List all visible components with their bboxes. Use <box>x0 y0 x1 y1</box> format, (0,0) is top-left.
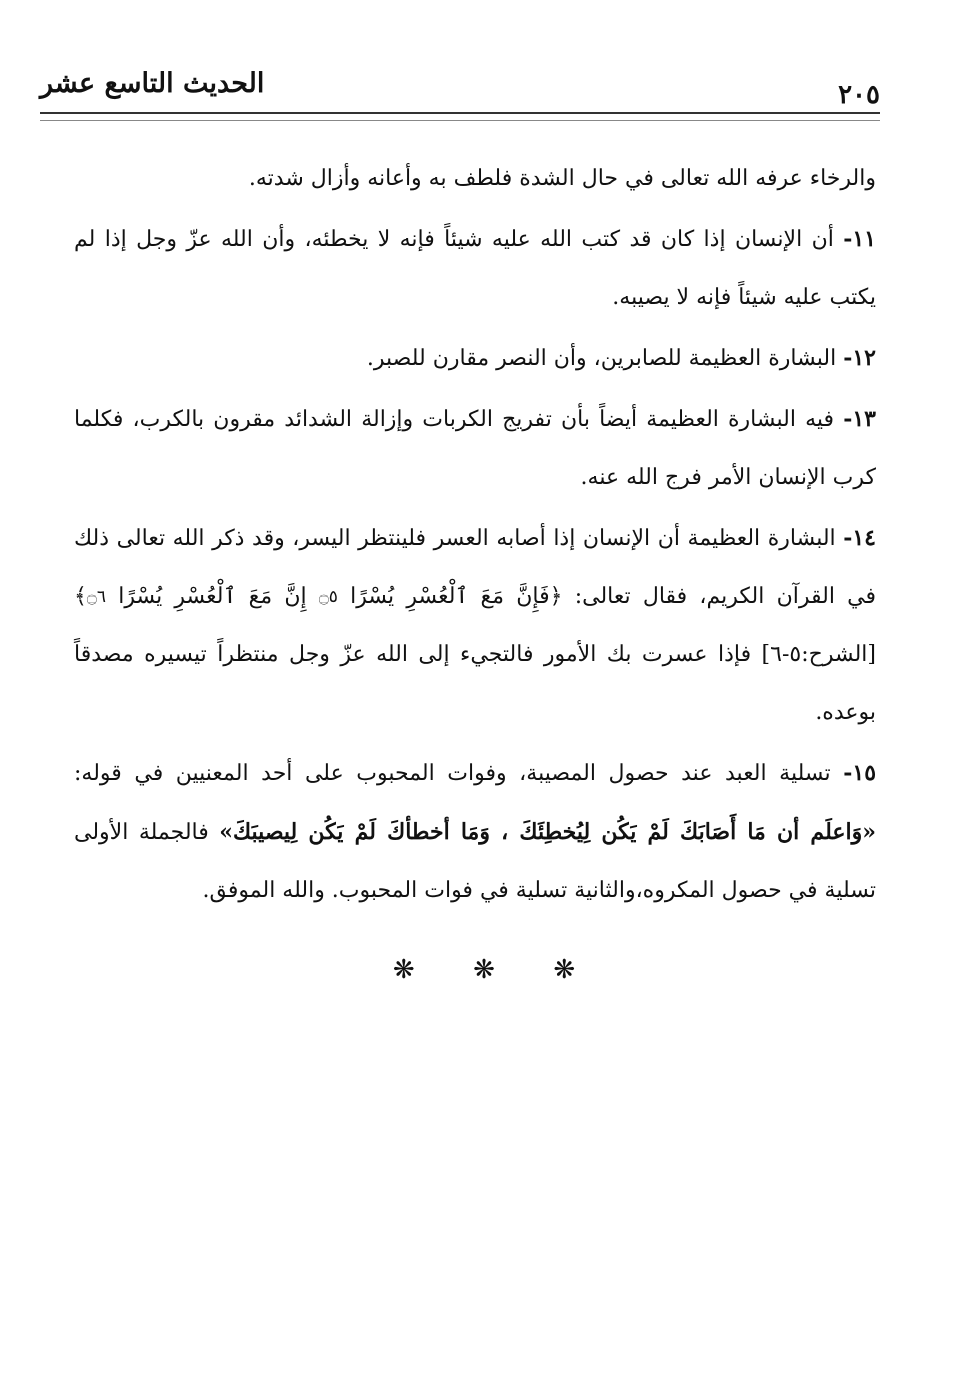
paragraph-continuation <box>74 150 876 208</box>
paragraph-text: البشارة العظيمة للصابرين، وأن النصر مقارن للصبر. <box>366 346 837 371</box>
paragraph-number: ١٢- <box>843 345 876 371</box>
paragraph-number: ١٣- <box>843 406 876 432</box>
body-text <box>74 150 876 922</box>
running-header <box>40 62 880 110</box>
paragraph-11 <box>74 210 876 327</box>
section-separator <box>0 955 968 985</box>
asterisk-ornament-icon: ❋ <box>473 955 495 985</box>
chapter-title: الحديث التاسع عشر <box>40 68 265 99</box>
quran-verse: إِنَّ مَعَ ٱلْعُسْرِ يُسْرًا <box>118 584 307 609</box>
page-number: ٢٠٥ <box>838 80 880 110</box>
quran-open-bracket: ﴿ <box>549 584 563 609</box>
quran-quote <box>74 584 563 609</box>
asterisk-ornament-icon: ❋ <box>553 955 576 985</box>
header-rule <box>40 112 880 121</box>
paragraph-text: البشارة العظيمة أن الإنسان إذا أصابه العسر فلينتظر اليسر، وقد ذكر الله تعالى ذلك في القرآن الكريم، فقال تعالى: <box>74 526 876 609</box>
hadith-quote: «وَاعلَم أن مَا أَصَابَكَ لَمْ يَكُن لِيُخطِئَكَ ، وَمَا أخطأكَ لَمْ يَكُن لِيصيبَكَ» <box>219 819 876 845</box>
paragraph-12 <box>74 329 876 388</box>
paragraph-number: ١٤- <box>843 525 876 551</box>
paragraph-number: ١٥- <box>843 760 877 786</box>
paragraph-text: فالجملة الأولى تسلية في حصول المكروه،والثانية تسلية في فوات المحبوب. والله الموفق. <box>74 820 876 903</box>
quran-verse: فَإِنَّ مَعَ ٱلْعُسْرِ يُسْرًا <box>350 584 550 609</box>
paragraph-text: [الشرح:٥-٦] فإذا عسرت بك الأمور فالتجيء إلى الله عزّ وجل منتظراً تيسيره مصدقاً بوعده. <box>74 642 876 725</box>
paragraph-15 <box>74 744 876 920</box>
paragraph-text: أن الإنسان إذا كان قد كتب الله عليه شيئاً فإنه لا يخطئه، وأن الله عزّ وجل إذا لم يكتب عليه شيئاً فإنه لا يصيبه. <box>74 227 876 310</box>
paragraph-text: والرخاء عرفه الله تعالى في حال الشدة فلطف به وأعانه وأزال شدته. <box>248 166 876 191</box>
ayah-marker-icon: ۝٥ <box>318 587 338 607</box>
paragraph-14 <box>74 509 876 742</box>
paragraph-text: فيه البشارة العظيمة أيضاً بأن تفريج الكربات وإزالة الشدائد مقرون بالكرب، فكلما كرب الإنسان الأمر فرج الله عنه. <box>74 407 876 490</box>
paragraph-13 <box>74 390 876 507</box>
ayah-marker-icon: ۝٦ <box>86 587 106 607</box>
asterisk-ornament-icon: ❋ <box>392 955 415 985</box>
paragraph-number: ١١- <box>843 226 876 252</box>
paragraph-text: تسلية العبد عند حصول المصيبة، وفوات المحبوب على أحد المعنيين في قوله: <box>74 761 831 786</box>
quran-close-bracket: ﴾ <box>74 584 87 609</box>
